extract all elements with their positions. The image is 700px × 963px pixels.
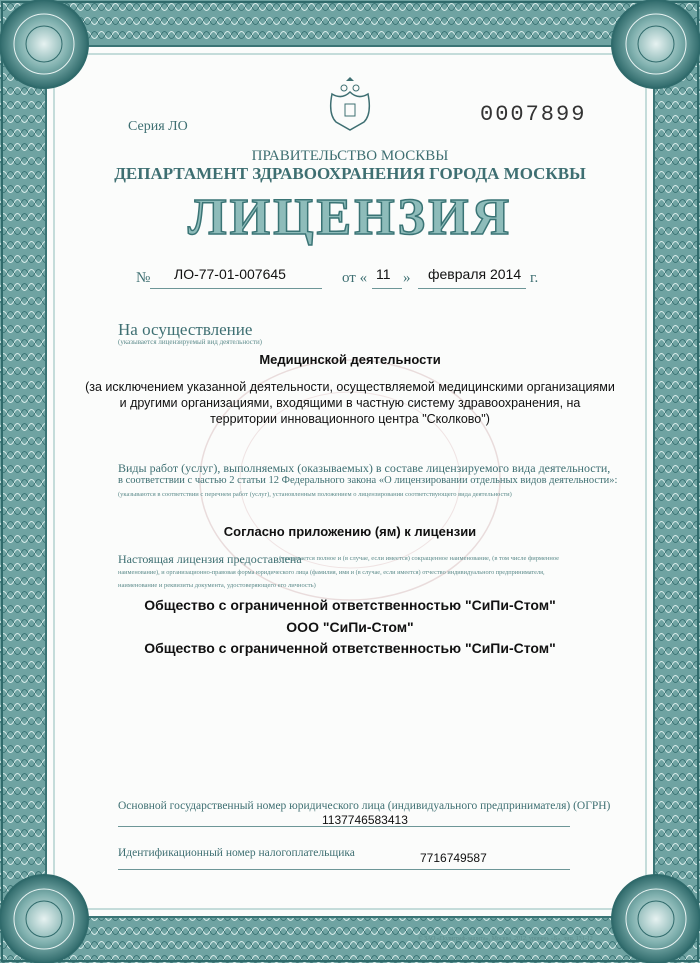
issued-hint-3: наименование и реквизиты документа, удостоверяющего его личность) — [118, 582, 316, 589]
issued-hint-1: (указывается полное и (в случае, если имеется) сокращенное наименование, (в том числе фирменное — [279, 555, 560, 562]
coat-of-arms-icon — [331, 77, 370, 130]
activity-hint: (указывается лицензируемый вид деятельности) — [118, 338, 263, 346]
license-date-from: от « — [342, 270, 368, 286]
ogrn-label: Основной государственный номер юридического лица (индивидуального предпринимателя) (ОГРН) — [118, 800, 611, 812]
works-line-1: Виды работ (услуг), выполняемых (оказываемых) в составе лицензируемого вида деятельности, — [118, 461, 611, 475]
issued-hint-2: наименование), и организационно-правовая форма юридического лица (фамилия, имя и (в случае, если имеется) отчество индивидуального предпринимателя, — [118, 569, 545, 576]
company-short-name: ООО "СиПи-Стом" — [286, 619, 414, 635]
license-year-suffix: г. — [530, 270, 539, 286]
activity-exception-line-1: (за исключением указанной деятельности, осуществляемой медицинскими организациями — [85, 380, 615, 394]
series-label: Серия ЛО — [128, 119, 188, 134]
license-number: ЛО-77-01-007645 — [174, 266, 286, 282]
license-title: ЛИЦЕНЗИЯ — [187, 189, 513, 246]
department-heading: ДЕПАРТАМЕНТ ЗДРАВООХРАНЕНИЯ ГОРОДА МОСКВЫ — [114, 164, 586, 183]
license-day: 11 — [376, 266, 391, 282]
activity-name: Медицинской деятельности — [259, 352, 441, 367]
inn-value: 7716749587 — [420, 851, 487, 865]
form-number: 0007899 — [480, 102, 587, 127]
license-number-label: № — [136, 270, 151, 286]
company-full-name: Общество с ограниченной ответственностью "СиПи-Стом" — [144, 597, 556, 613]
activity-exception-line-3: территории инновационного центра "Сколково") — [210, 412, 490, 426]
works-value: Согласно приложению (ям) к лицензии — [223, 524, 477, 539]
issued-to-lead: Настоящая лицензия предоставлена — [118, 552, 302, 566]
printer-imprint: © ЗАО «Полиграф-защита», Москва, 2012, уровень «Б», лиц. 131-12 — [418, 936, 593, 942]
works-hint: (указываются в соответствии с перечнем работ (услуг), установленным положением о лицензировании соответствующего вида деятельности) — [118, 491, 512, 498]
activity-heading: На осуществление — [118, 320, 253, 339]
company-name: Общество с ограниченной ответственностью "СиПи-Стом" — [144, 640, 556, 656]
inn-label: Идентификационный номер налогоплательщика — [118, 847, 355, 859]
activity-exception-line-2: и другими организациями, входящими в частную систему здравоохранения, на — [119, 396, 581, 410]
license-quote-close: » — [403, 270, 411, 286]
government-heading: ПРАВИТЕЛЬСТВО МОСКВЫ — [251, 148, 449, 164]
license-month-year: февраля 2014 — [428, 266, 522, 282]
ogrn-value: 1137746583413 — [322, 813, 408, 827]
works-line-2: в соответствии с частью 2 статьи 12 Федерального закона «О лицензировании отдельных видов деятельности»: — [118, 475, 618, 486]
